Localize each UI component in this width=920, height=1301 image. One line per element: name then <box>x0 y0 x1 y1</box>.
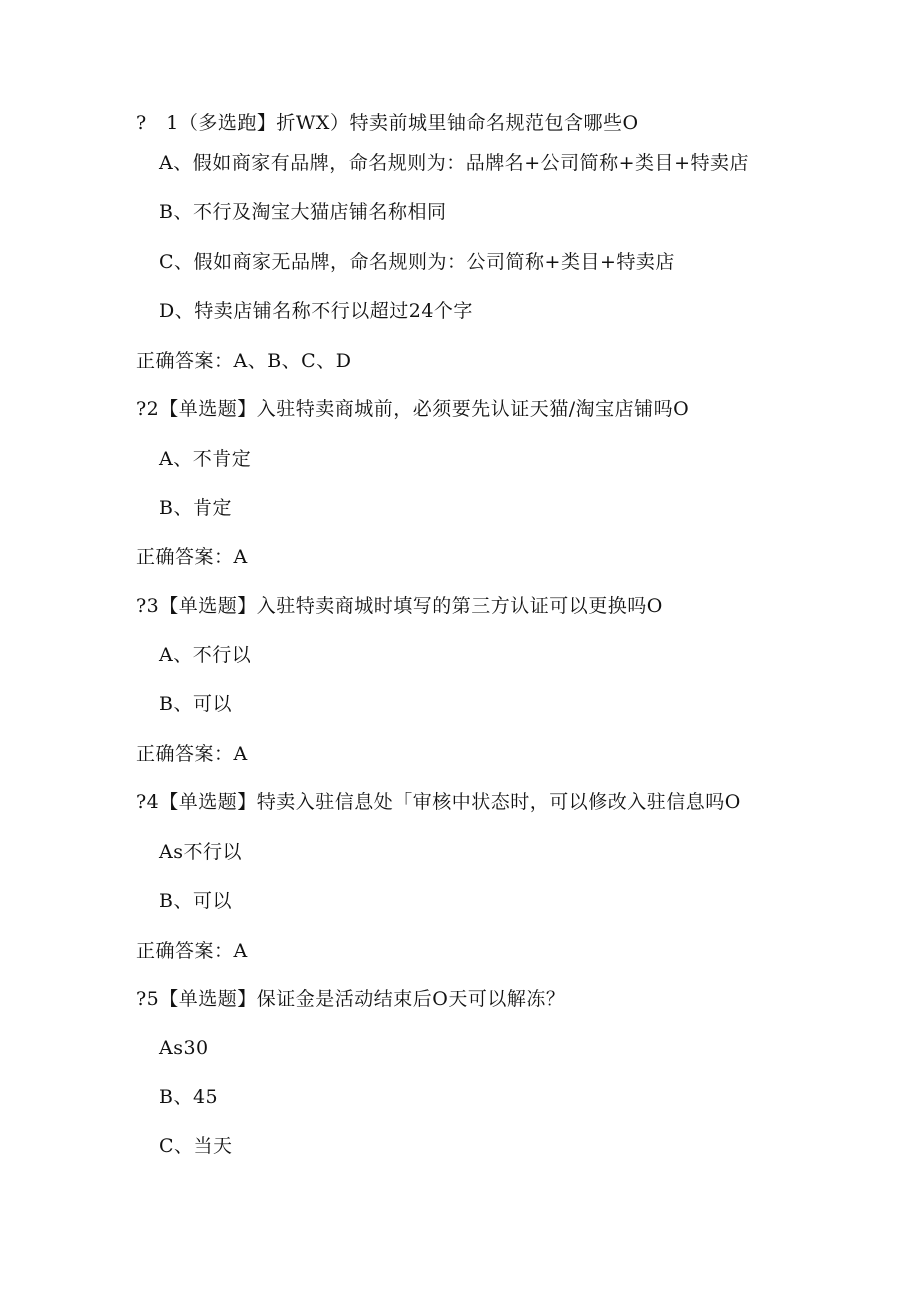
question-1-option-c: C、假如商家无品牌，命名规则为：公司简称+类目+特卖店 <box>159 251 675 273</box>
question-5-option-c: C、当天 <box>159 1135 233 1157</box>
question-1-option-b: B、不行及淘宝大猫店铺名称相同 <box>159 201 447 223</box>
question-1-answer: 正确答案：A、B、C、D <box>136 350 352 372</box>
question-1-title: ? 1（多选跑】折WX）特卖前城里铀命名规范包含哪些O <box>136 112 639 134</box>
question-4-answer: 正确答案：A <box>136 940 248 962</box>
question-3-answer: 正确答案：A <box>136 743 248 765</box>
question-3-title: ?3【单选题】入驻特卖商城时填写的第三方认证可以更换吗O <box>136 595 663 617</box>
question-4-option-a: As不行以 <box>159 841 242 863</box>
question-3-option-a: A、不行以 <box>159 644 252 666</box>
question-1-option-a: A、假如商家有品牌，命名规则为：品牌名+公司简称+类目+特卖店 <box>159 152 749 174</box>
question-5-title: ?5【单选题】保证金是活动结束后O天可以解冻？ <box>136 988 566 1010</box>
question-2-option-b: B、肯定 <box>159 497 232 519</box>
question-4-title: ?4【单选题】特卖入驻信息处「审核中状态时，可以修改入驻信息吗O <box>136 791 741 813</box>
question-1-option-d: D、特卖店铺名称不行以超过24个字 <box>159 300 473 322</box>
question-2-answer: 正确答案：A <box>136 546 248 568</box>
question-2-option-a: A、不肯定 <box>159 448 252 470</box>
question-5-option-a: As30 <box>159 1037 209 1059</box>
question-2-title: ?2【单选题】入驻特卖商城前，必须要先认证天猫/淘宝店铺吗O <box>136 398 690 420</box>
question-3-option-b: B、可以 <box>159 693 232 715</box>
question-5-option-b: B、45 <box>159 1086 219 1108</box>
question-4-option-b: B、可以 <box>159 890 232 912</box>
